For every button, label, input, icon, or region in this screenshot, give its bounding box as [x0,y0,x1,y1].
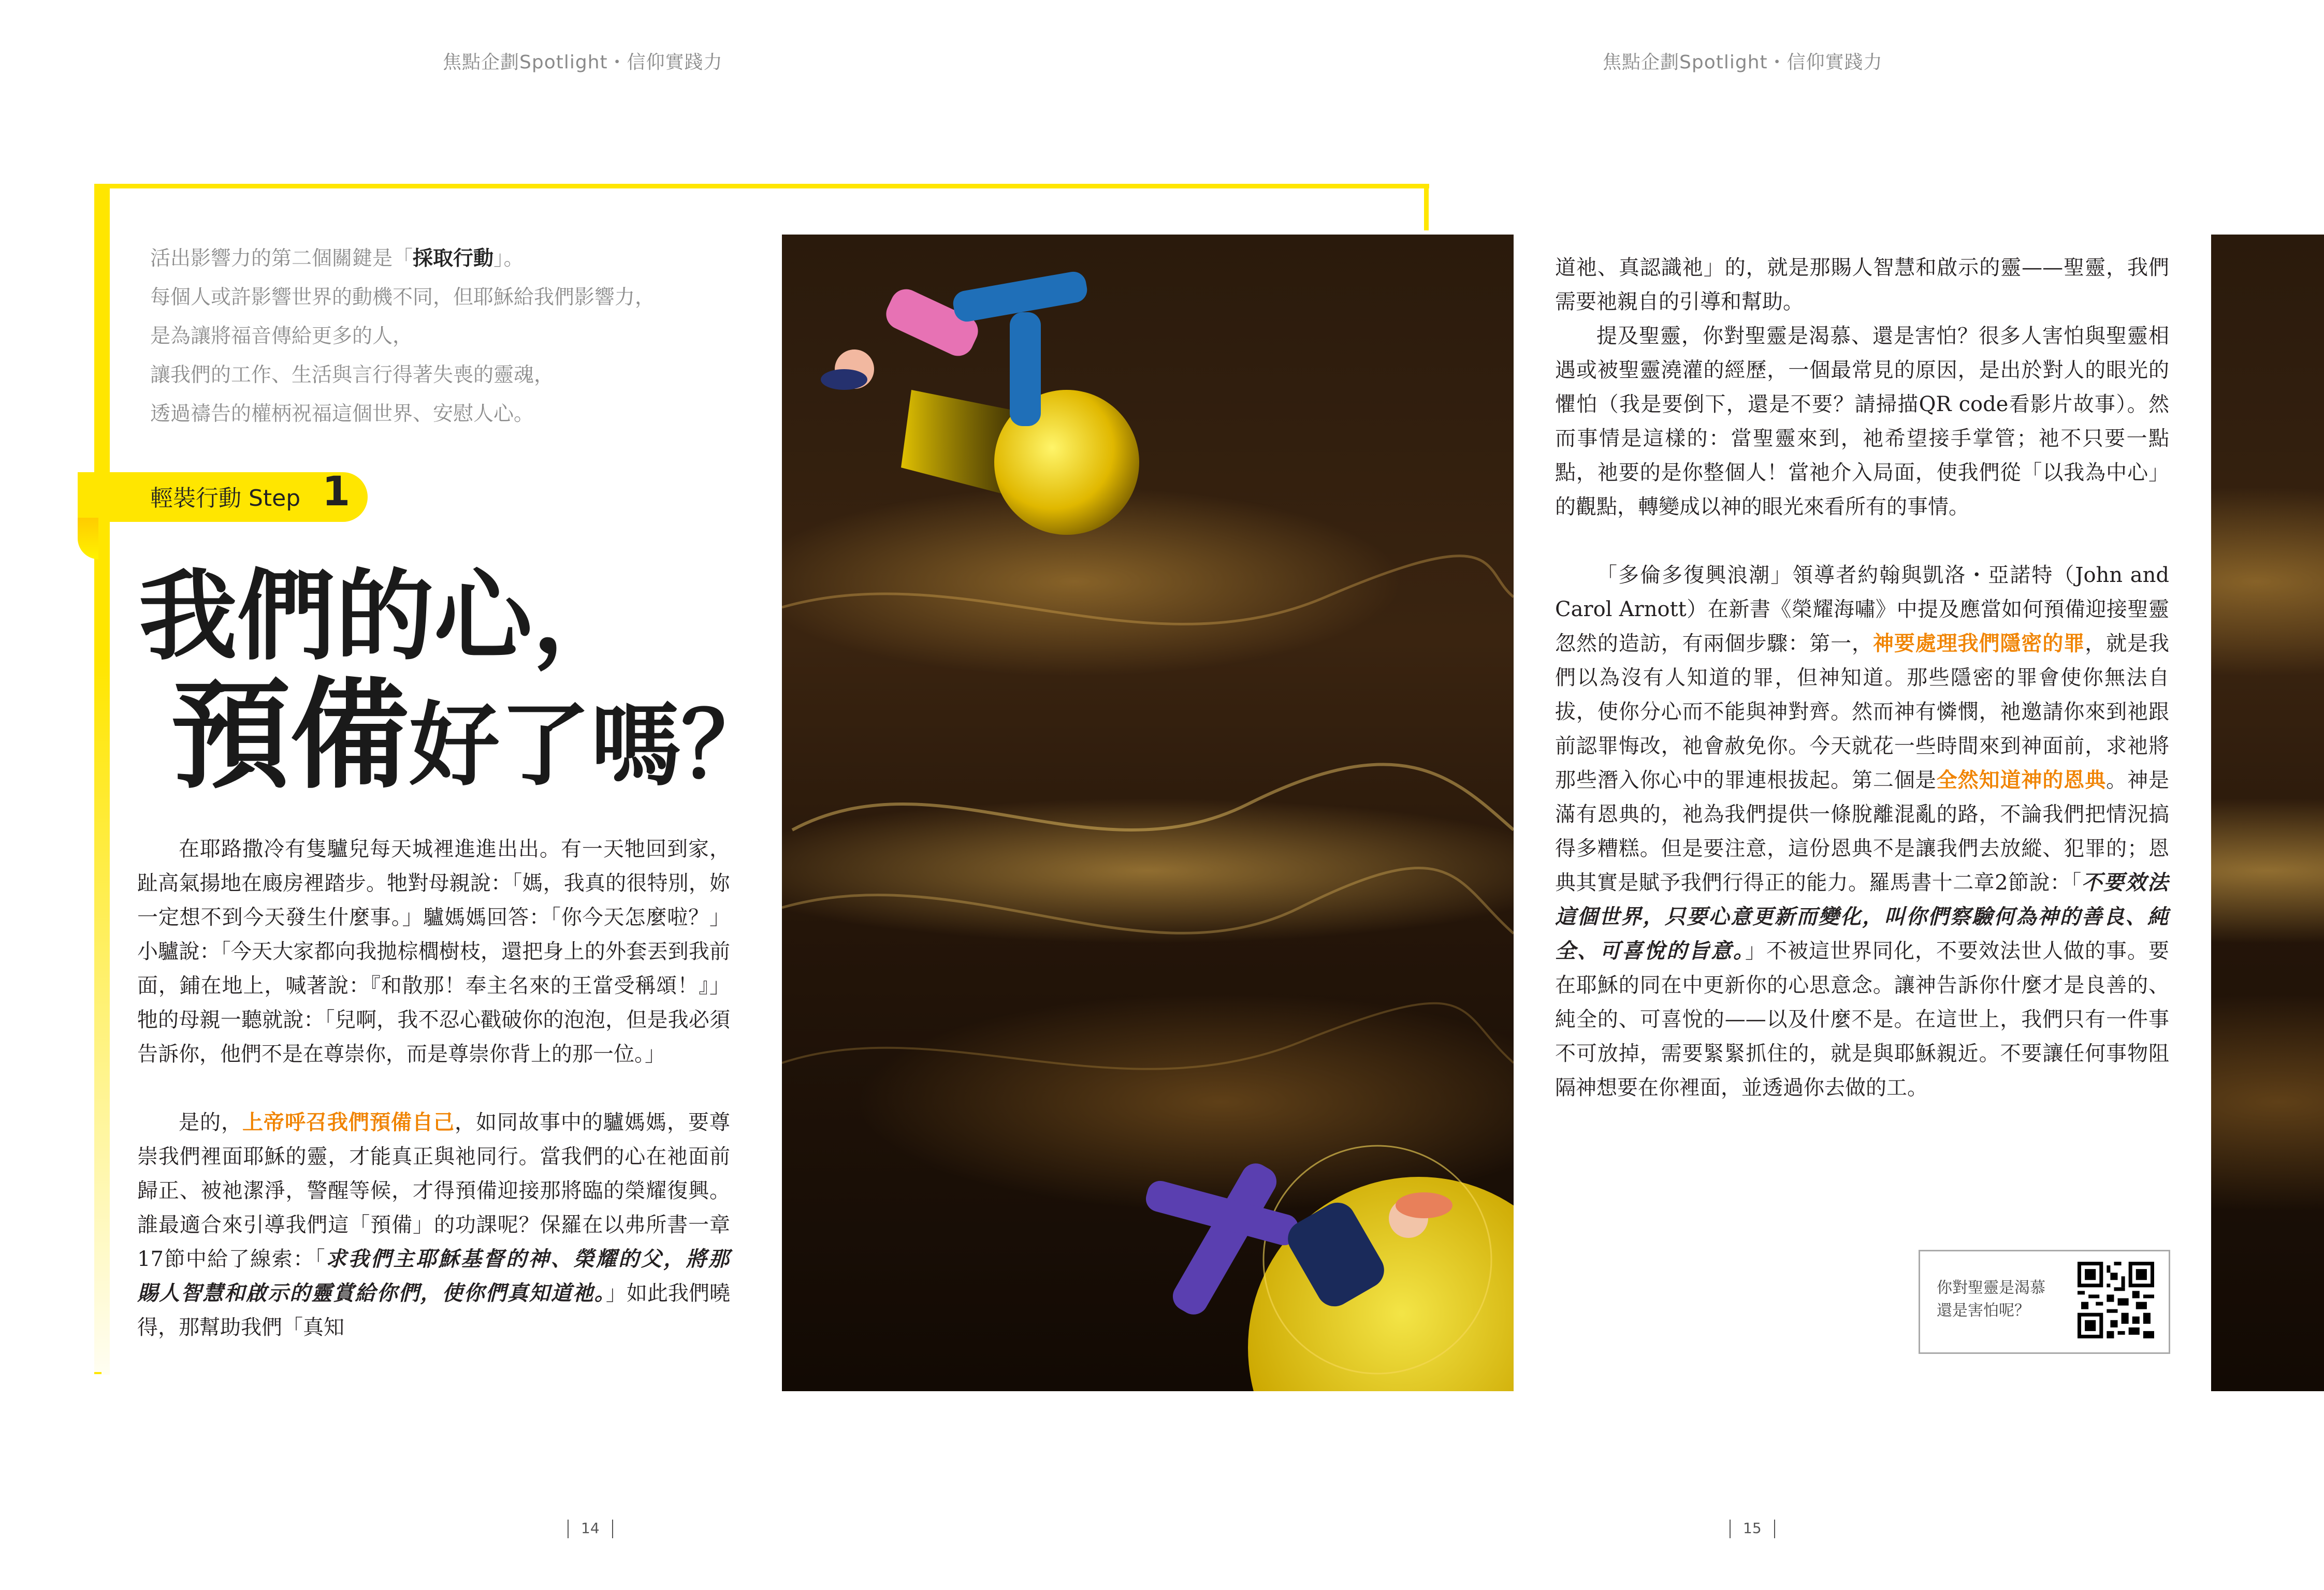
qr-code-icon[interactable] [2078,1262,2154,1338]
qr-caption [1937,1277,2045,1322]
right-paragraph-2: 提及聖靈，你對聖靈是渴慕、還是害怕？很多人害怕與聖靈相遇或被聖靈澆灌的經歷，一個最常見的原因，是出於對人的眼光的懼怕（我是要倒下，還是不要？請掃描QR code看影片故事）。然而事情是這樣的：當聖靈來到，祂希望接手掌管；祂不只要一點點，祂要的是你整個人！當祂介入局面，使我們從「以我為中心」的觀點，轉變成以神的眼光來看所有的事情。 [1555,324,2169,519]
intro-line-4: 讓我們的工作、生活與言行得著失喪的靈魂， [150,363,555,387]
right-body [1555,251,2169,1105]
step-tab-shadow [78,518,98,559]
intro-text [150,239,772,433]
title-rest: 好了嗎？ [409,692,772,798]
running-header-left: 焦點企劃Spotlight・信仰實踐力 [443,52,723,73]
page-number-bar [568,1520,569,1538]
golden-particles-illustration [782,235,1514,1391]
right-highlight-1: 神要處理我們隱密的罪 [1872,631,2085,655]
right-highlight-2: 全然知道神的恩典 [1936,768,2107,792]
intro-line-1: 活出影響力的第二個關鍵是「採取行動」。 [150,247,524,270]
qr-caption-line-1: 你對聖靈是渴慕 [1937,1279,2045,1297]
right-edge-photo-strip [2211,235,2324,1391]
title-line-2 [171,665,772,836]
page-number-bar [1774,1520,1775,1538]
floating-man-figure [821,270,1139,535]
page-number-bar [612,1520,613,1538]
yellow-frame-left-bottom-tick [94,1372,101,1374]
left-highlight: 上帝呼召我們預備自己 [242,1110,455,1134]
yellow-frame-left [94,184,110,1375]
right-paragraph-1: 道祂、真認識祂」的，就是那賜人智慧和啟示的靈——聖靈，我們需要祂親自的引導和幫助。 [1555,256,2169,314]
step-label: 輕裝行動 Step [150,485,301,512]
left-quote: 求我們主耶穌基督的神、榮耀的父，將那賜人智慧和啟示的靈賞給你們，使你們真知道祂。 [137,1247,731,1305]
right-quote: 不要效法這個世界，只要心意更新而變化，叫你們察驗何為神的善良、純全、可喜悅的旨意。 [1555,870,2170,963]
title-big-word: 預備 [171,665,410,805]
intro-line-2: 每個人或許影響世界的動機不同，但耶穌給我們影響力， [150,286,656,309]
left-paragraph-1: 在耶路撒冷有隻驢兒每天城裡進進出出。有一天牠回到家，趾高氣揚地在廄房裡踏步。牠對母親說：「媽，我真的很特別，妳一定想不到今天發生什麼事。」驢媽媽回答：「你今天怎麼啦？」小驢說：「今天大家都向我拋棕櫚樹枝，還把身上的外套丟到我前面，鋪在地上，喊著說：『和散那！奉主名來的王當受稱頌！』」牠的母親一聽就說：「兒啊，我不忍心戳破你的泡泡，但是我必須告訴你，他們不是在尊崇你，而是尊崇你背上的那一位。」 [137,837,730,1066]
right-paragraph-3: 「多倫多復興浪潮」領導者約翰與凱洛・亞諾特（John and Carol Arnott）在新書《榮耀海嘯》中提及應當如何預備迎接聖靈忽然的造訪，有兩個步驟：第一，神要處理我們隱密的罪，就是我們以為沒有人知道的罪，但神知道。那些隱密的罪會使你無法自拔，使你分心而不能與神對齊。然而神有憐憫，祂邀請你來到祂跟前認罪悔改，祂會赦免你。今天就花一些時間來到神面前，求祂將那些潛入你心中的罪連根拔起。第二個是全然知道神的恩典。神是滿有恩典的，祂為我們提供一條脫離混亂的路，不論我們把情況搞得多糟糕。但是要注意，這份恩典不是讓我們去放縱、犯罪的；恩典其實是賦予我們行得正的能力。羅馬書十二章2節說：「不要效法這個世界，只要心意更新而變化，叫你們察驗何為神的善良、純全、可喜悅的旨意。」不被這世界同化，不要效法世人做的事。要在耶穌的同在中更新你的心思意念。讓神告訴你什麼才是良善的、純全的、可喜悅的——以及什麼不是。在這世上，我們只有一件事不可放掉，需要緊緊抓住的，就是與耶穌親近。不要讓任何事物阻隔神想要在你裡面，並透過你去做的工。 [1555,563,2170,1100]
intro-line-5: 透過禱告的權柄祝福這個世界、安慰人心。 [150,402,534,426]
page-number-left: 14 [555,1520,626,1538]
step-number: 1 [322,469,351,515]
page-number-right: 15 [1717,1520,1788,1538]
intro-line-3: 是為讓將福音傳給更多的人， [150,325,413,348]
qr-caption-line-2: 還是害怕呢？ [1937,1302,2030,1320]
yellow-frame-top [94,184,1429,188]
left-paragraph-2: 是的，上帝呼召我們預備自己，如同故事中的驢媽媽，要尊崇我們裡面耶穌的靈，才能真正與祂同行。當我們的心在祂面前歸正、被祂潔淨，警醒等候，才得預備迎接那將臨的榮耀復興。誰最適合來引導我們這「預備」的功課呢？保羅在以弗所書一章17節中給了線索：「求我們主耶穌基督的神、榮耀的父，將那賜人智慧和啟示的靈賞給你們，使你們真知道祂。」如此我們曉得，那幫助我們「真知 [137,1110,731,1339]
yellow-frame-top-right-tick [1424,184,1429,230]
page-number-bar [1730,1520,1731,1538]
floating-woman-figure [1143,1146,1514,1391]
title-line-1: 我們的心， [139,558,631,674]
running-header-right: 焦點企劃Spotlight・信仰實踐力 [1603,52,1883,73]
left-body [137,832,730,1345]
